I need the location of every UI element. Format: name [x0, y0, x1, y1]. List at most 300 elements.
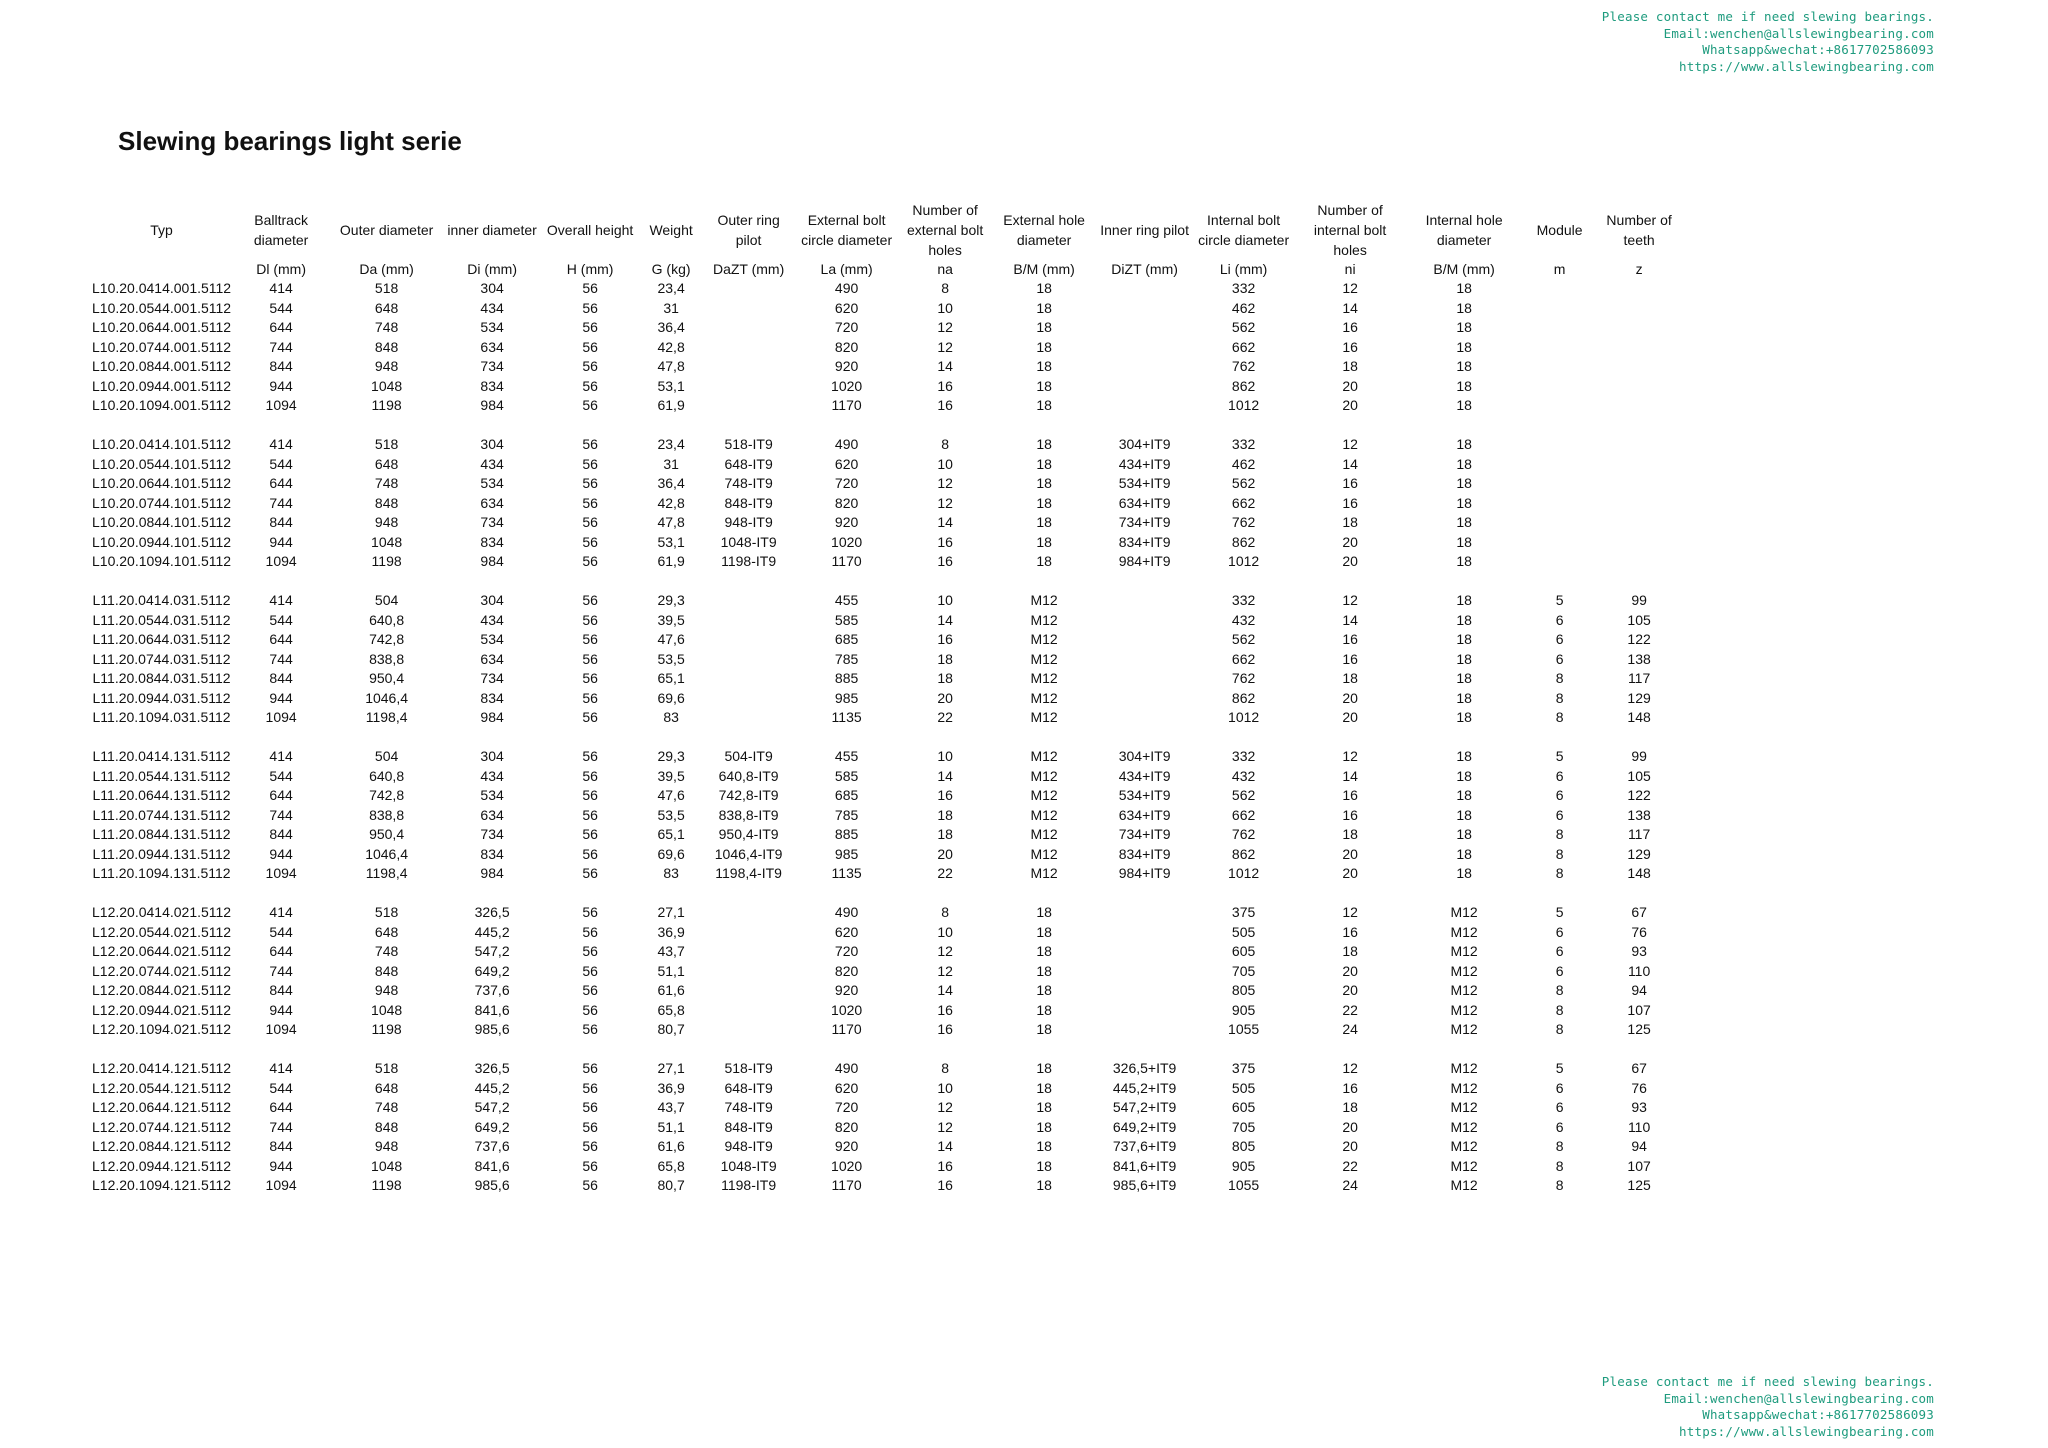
table-cell: 65,8 — [657, 1157, 685, 1174]
type-cell: L11.20.0844.131.5112 — [92, 826, 231, 842]
table-cell: 29,3 — [657, 592, 685, 608]
table-row — [92, 942, 1683, 962]
table-cell: 744 — [269, 650, 293, 667]
table-cell: 985 — [834, 689, 859, 706]
table-cell: 1170 — [831, 1177, 862, 1193]
bearings-table — [92, 200, 1683, 1196]
table-cell — [1595, 299, 1683, 319]
table-cell: 1135 — [831, 865, 862, 881]
table-cell: 547,2 — [474, 943, 510, 959]
table-cell: 434 — [480, 611, 504, 628]
table-cell: 742,8 — [369, 787, 405, 803]
table-cell: 6 — [1555, 923, 1564, 940]
table-cell: 505 — [1231, 1079, 1256, 1096]
table-cell: 762 — [1231, 670, 1256, 686]
table-cell: 734+IT9 — [1118, 514, 1171, 530]
table-cell: 122 — [1627, 787, 1651, 803]
table-cell: 1094 — [265, 397, 297, 413]
table-row — [92, 513, 1683, 533]
table-cell: 562 — [1231, 631, 1256, 647]
table-cell: 110 — [1627, 962, 1651, 979]
table-cell: 1046,4 — [365, 689, 409, 706]
table-cell: 56 — [582, 845, 598, 862]
table-cell: 18 — [1036, 533, 1052, 550]
table-cell: 644 — [269, 787, 293, 803]
table-cell: 1198 — [371, 1021, 402, 1037]
table-cell: 838,8-IT9 — [718, 806, 779, 823]
table-cell: 18 — [1456, 299, 1472, 316]
table-cell: 985,6 — [474, 1177, 510, 1193]
table-cell: 20 — [1342, 1118, 1358, 1135]
table-cell: 18 — [1036, 553, 1052, 569]
table-cell: 18 — [1456, 553, 1472, 569]
table-cell: 432 — [1231, 611, 1256, 628]
table-cell: 1135 — [831, 709, 862, 725]
table-cell — [1098, 338, 1191, 358]
table-cell: 20 — [1342, 533, 1358, 550]
table-cell: 414 — [269, 1060, 293, 1076]
table-cell: 12 — [937, 962, 953, 979]
table-row — [92, 962, 1683, 982]
table-cell: 16 — [937, 533, 953, 550]
table-cell: 375 — [1231, 904, 1256, 920]
table-cell: 8 — [1555, 670, 1564, 686]
table-cell: 69,6 — [657, 845, 685, 862]
column-unit: z — [1635, 261, 1643, 277]
table-cell: 18 — [1456, 319, 1472, 335]
table-cell: 862 — [1231, 377, 1256, 394]
table-cell: 56 — [582, 280, 598, 296]
table-cell: 18 — [1036, 514, 1052, 530]
type-cell: L11.20.0744.031.5112 — [92, 650, 231, 667]
table-cell: 80,7 — [657, 1177, 685, 1193]
table-cell: 505 — [1231, 923, 1256, 940]
table-cell: 744 — [269, 962, 293, 979]
table-cell: 36,9 — [657, 1079, 685, 1096]
table-cell — [704, 377, 793, 397]
table-cell: 805 — [1231, 1138, 1256, 1154]
table-cell: 848 — [374, 494, 399, 511]
table-cell: 18 — [1456, 611, 1472, 628]
table-cell: 5 — [1555, 748, 1564, 764]
table-row — [92, 1098, 1683, 1118]
group-spacer — [92, 416, 1683, 436]
table-row — [92, 611, 1683, 631]
column-unit: G (kg) — [651, 261, 691, 277]
table-cell: 18 — [1036, 455, 1052, 472]
table-cell: M12 — [1030, 689, 1058, 706]
table-cell: 662 — [1231, 338, 1256, 355]
table-cell — [1595, 533, 1683, 553]
table-cell: 785 — [834, 650, 859, 667]
table-cell: 16 — [937, 377, 953, 394]
table-cell: 18 — [1456, 455, 1472, 472]
type-cell: L10.20.0844.101.5112 — [92, 514, 232, 530]
table-cell: 20 — [1342, 397, 1358, 413]
table-cell: 648-IT9 — [724, 1079, 773, 1096]
table-cell: 20 — [937, 689, 953, 706]
column-unit: Dl (mm) — [256, 261, 306, 277]
table-cell — [704, 689, 793, 709]
group-spacer — [92, 572, 1683, 592]
table-cell: 944 — [269, 689, 293, 706]
table-cell — [704, 318, 793, 338]
table-cell: 848-IT9 — [724, 494, 773, 511]
table-cell: 18 — [1036, 475, 1052, 491]
table-cell: 12 — [1342, 436, 1358, 452]
table-cell: 8 — [941, 904, 949, 920]
table-cell: 1012 — [1228, 865, 1260, 881]
table-cell: 18 — [1456, 670, 1472, 686]
table-cell: 414 — [269, 904, 293, 920]
column-unit: DiZT (mm) — [1111, 261, 1178, 277]
table-cell: 944 — [269, 1157, 293, 1174]
table-cell: 1094 — [265, 553, 297, 569]
table-cell: 56 — [582, 904, 598, 920]
type-cell: L12.20.0414.021.5112 — [92, 904, 232, 920]
table-cell: 6 — [1555, 962, 1564, 979]
table-cell: 56 — [582, 377, 598, 394]
table-cell: M12 — [1030, 806, 1058, 823]
column-header: External bolt circle diameter — [801, 212, 893, 248]
table-cell: 18 — [937, 650, 953, 667]
table-cell: 414 — [269, 280, 293, 296]
table-cell: M12 — [1450, 923, 1478, 940]
table-cell: 434 — [480, 767, 504, 784]
table-cell: 834+IT9 — [1118, 845, 1171, 862]
table-cell: 10 — [937, 299, 953, 316]
table-cell: 47,8 — [657, 514, 685, 530]
table-cell: 6 — [1555, 631, 1564, 647]
table-cell: 6 — [1555, 1099, 1564, 1115]
table-cell: 948 — [374, 982, 399, 998]
column-unit: B/M (mm) — [1013, 261, 1075, 277]
table-cell: 18 — [1036, 1079, 1052, 1096]
table-cell — [1098, 591, 1191, 611]
table-cell: 762 — [1231, 826, 1256, 842]
table-cell: 455 — [834, 592, 859, 608]
type-cell: L12.20.0544.021.5112 — [92, 923, 232, 940]
table-cell: M12 — [1450, 1079, 1478, 1096]
table-cell: 56 — [582, 1079, 598, 1096]
table-cell — [704, 611, 793, 631]
table-cell: 18 — [1036, 1021, 1052, 1037]
table-cell: 649,2 — [474, 1118, 510, 1135]
table-cell: 748 — [374, 319, 399, 335]
table-cell: 1012 — [1228, 709, 1260, 725]
table-cell: 18 — [1036, 494, 1052, 511]
table-cell: 12 — [1342, 592, 1358, 608]
table-cell: 138 — [1627, 806, 1651, 823]
contact-info-bottom — [1602, 1374, 1934, 1440]
table-cell — [1524, 396, 1595, 416]
table-cell: 10 — [937, 455, 953, 472]
table-cell: 504 — [374, 748, 399, 764]
type-cell: L11.20.0644.131.5112 — [92, 787, 231, 803]
table-cell: 31 — [663, 455, 679, 472]
table-cell: 18 — [1036, 319, 1052, 335]
table-cell: 1198 — [371, 397, 402, 413]
table-cell: 920 — [834, 358, 859, 374]
table-row — [92, 1176, 1683, 1196]
table-cell: M12 — [1450, 1021, 1478, 1037]
type-cell: L10.20.1094.001.5112 — [92, 397, 232, 413]
table-cell: 12 — [1342, 904, 1358, 920]
table-cell: 705 — [1231, 1118, 1256, 1135]
table-cell: 18 — [1456, 767, 1472, 784]
table-cell: 744 — [269, 806, 293, 823]
table-cell: 985,6+IT9 — [1112, 1177, 1177, 1193]
table-cell: 820 — [834, 338, 859, 355]
table-row — [92, 552, 1683, 572]
table-cell: 23,4 — [657, 280, 685, 296]
table-cell: 544 — [269, 299, 293, 316]
table-cell: 14 — [1342, 611, 1358, 628]
table-cell: 18 — [1036, 1177, 1052, 1193]
table-cell: 18 — [1342, 358, 1358, 374]
table-row — [92, 1020, 1683, 1040]
table-cell — [1524, 377, 1595, 397]
table-cell — [704, 396, 793, 416]
table-cell: 93 — [1631, 943, 1647, 959]
table-cell: 18 — [1036, 943, 1052, 959]
column-header: External hole diameter — [1003, 212, 1085, 248]
units-row — [92, 260, 1683, 279]
table-cell: M12 — [1030, 611, 1058, 628]
table-cell: 138 — [1627, 650, 1651, 667]
table-cell: 844 — [269, 670, 293, 686]
table-cell: M12 — [1450, 1177, 1478, 1193]
table-cell — [1098, 611, 1191, 631]
table-cell: 820 — [834, 494, 859, 511]
table-cell — [1595, 357, 1683, 377]
column-unit: ni — [1344, 261, 1356, 277]
table-cell: 844 — [269, 826, 293, 842]
table-cell: M12 — [1450, 1060, 1478, 1076]
table-cell — [1098, 981, 1191, 1001]
table-cell — [1595, 318, 1683, 338]
table-cell: 648 — [374, 299, 399, 316]
table-cell: 16 — [1342, 475, 1358, 491]
table-cell: 984 — [480, 553, 504, 569]
table-cell: 39,5 — [657, 767, 685, 784]
table-cell: 24 — [1342, 1021, 1358, 1037]
table-row — [92, 650, 1683, 670]
table-cell: 56 — [582, 943, 598, 959]
table-cell: 1198 — [371, 1177, 402, 1193]
table-cell: 648 — [374, 923, 399, 940]
table-cell: 848-IT9 — [724, 1118, 773, 1135]
table-cell: 56 — [582, 962, 598, 979]
table-cell: 518 — [374, 904, 399, 920]
table-cell: 518 — [374, 1060, 399, 1076]
table-cell — [1098, 923, 1191, 943]
type-cell: L11.20.0844.031.5112 — [92, 670, 231, 686]
table-cell: 644 — [269, 475, 293, 491]
table-cell: 720 — [834, 475, 859, 491]
table-cell: M12 — [1030, 865, 1058, 881]
column-header: Module — [1536, 222, 1583, 238]
contact-phone: Whatsapp&wechat:+8617702586093 — [1702, 42, 1934, 57]
table-cell: 462 — [1231, 299, 1256, 316]
table-cell: 6 — [1555, 1079, 1564, 1096]
table-cell: 18 — [1036, 904, 1052, 920]
table-cell: 12 — [937, 943, 953, 959]
contact-email: Email:wenchen@allslewingbearing.com — [1663, 1390, 1934, 1406]
table-cell: 838,8 — [369, 650, 405, 667]
table-cell: 18 — [1036, 1157, 1052, 1174]
table-row — [92, 689, 1683, 709]
table-cell: M12 — [1450, 1118, 1478, 1135]
table-row — [92, 279, 1683, 299]
table-cell — [1524, 299, 1595, 319]
table-cell: 518-IT9 — [724, 436, 773, 452]
table-cell: 544 — [269, 767, 293, 784]
table-cell: 18 — [1036, 1001, 1052, 1018]
table-cell: 950,4-IT9 — [718, 826, 779, 842]
type-cell: L11.20.0544.031.5112 — [92, 611, 231, 628]
table-cell: 18 — [1456, 280, 1472, 296]
type-cell: L11.20.0944.031.5112 — [92, 689, 231, 706]
type-cell: L12.20.0744.021.5112 — [92, 962, 232, 979]
table-cell: 47,6 — [657, 787, 685, 803]
spacer-cell — [92, 572, 1683, 592]
table-cell: M12 — [1030, 767, 1058, 784]
spacer-cell — [92, 728, 1683, 748]
table-cell: 534 — [480, 631, 504, 647]
table-cell: 662 — [1231, 650, 1256, 667]
table-cell — [704, 299, 793, 319]
table-cell: 662 — [1231, 806, 1256, 823]
column-unit: B/M (mm) — [1433, 261, 1495, 277]
table-cell: 20 — [1342, 377, 1358, 394]
table-cell: 1198,4 — [365, 709, 408, 725]
table-cell: 16 — [1342, 787, 1358, 803]
table-cell: 841,6 — [474, 1001, 510, 1018]
table-cell: 944 — [269, 1001, 293, 1018]
table-cell: 304 — [480, 592, 504, 608]
table-cell: 841,6 — [474, 1157, 510, 1174]
table-cell: 504 — [374, 592, 399, 608]
table-row — [92, 923, 1683, 943]
table-cell: 634 — [480, 338, 504, 355]
table-cell: 685 — [834, 631, 859, 647]
table-cell — [1524, 552, 1595, 572]
type-cell: L12.20.0844.121.5112 — [92, 1138, 232, 1154]
table-cell — [1098, 396, 1191, 416]
table-cell: 649,2 — [474, 962, 510, 979]
table-cell: 67 — [1631, 1060, 1647, 1076]
table-cell — [1098, 708, 1191, 728]
table-cell: 490 — [834, 1060, 859, 1076]
table-cell: 39,5 — [657, 611, 685, 628]
table-cell: 834 — [480, 533, 504, 550]
table-cell: 705 — [1231, 962, 1256, 979]
table-cell: 648 — [374, 1079, 399, 1096]
table-cell: 47,6 — [657, 631, 685, 647]
table-cell: 634 — [480, 650, 504, 667]
table-cell: 56 — [582, 767, 598, 784]
table-cell: 18 — [1456, 826, 1472, 842]
table-cell: 12 — [937, 1099, 953, 1115]
table-cell: 22 — [1342, 1157, 1358, 1174]
table-cell: 148 — [1627, 709, 1651, 725]
table-cell: 734 — [480, 358, 504, 374]
table-cell — [1595, 494, 1683, 514]
table-cell: 56 — [582, 650, 598, 667]
table-cell: 862 — [1231, 689, 1256, 706]
table-cell: M12 — [1030, 787, 1058, 803]
table-row — [92, 396, 1683, 416]
table-cell: 414 — [269, 748, 293, 764]
table-cell: 762 — [1231, 358, 1256, 374]
table-cell: 56 — [582, 397, 598, 413]
table-cell: 734+IT9 — [1118, 826, 1171, 842]
table-cell: 99 — [1631, 748, 1647, 764]
column-header: Number of internal bolt holes — [1313, 202, 1387, 258]
table-cell — [1098, 279, 1191, 299]
table-cell: M12 — [1030, 826, 1058, 842]
table-cell: 1020 — [831, 533, 863, 550]
table-cell: 8 — [1555, 1021, 1564, 1037]
table-cell: 18 — [1456, 592, 1472, 608]
type-cell: L12.20.1094.021.5112 — [92, 1021, 232, 1037]
table-cell — [1595, 396, 1683, 416]
table-cell: 12 — [1342, 1060, 1358, 1076]
type-cell: L11.20.0544.131.5112 — [92, 767, 231, 784]
table-row — [92, 1137, 1683, 1157]
table-cell: 53,1 — [657, 533, 685, 550]
table-cell: 644 — [269, 943, 293, 959]
table-cell — [1524, 338, 1595, 358]
table-row — [92, 981, 1683, 1001]
table-cell: 848 — [374, 338, 399, 355]
table-cell: 18 — [1036, 280, 1052, 296]
column-unit: m — [1553, 261, 1566, 277]
table-cell: 985 — [834, 845, 859, 862]
table-cell: 1020 — [831, 1157, 863, 1174]
table-cell: 6 — [1555, 611, 1564, 628]
table-cell: 304+IT9 — [1118, 748, 1171, 764]
table-cell: 56 — [582, 689, 598, 706]
table-cell — [704, 650, 793, 670]
table-cell: 6 — [1555, 806, 1564, 823]
table-cell: 18 — [1342, 1099, 1358, 1115]
table-cell: 1198,4 — [365, 865, 408, 881]
table-cell — [704, 962, 793, 982]
type-cell: L12.20.0944.021.5112 — [92, 1001, 232, 1018]
table-cell: 375 — [1231, 1060, 1256, 1076]
table-cell: 56 — [582, 338, 598, 355]
table-row — [92, 1157, 1683, 1177]
table-cell: 748 — [374, 475, 399, 491]
table-cell: 107 — [1627, 1157, 1651, 1174]
table-cell — [1595, 279, 1683, 299]
table-cell: 56 — [582, 1001, 598, 1018]
table-cell: 18 — [1456, 748, 1472, 764]
table-cell: 8 — [1555, 1138, 1564, 1154]
table-cell: 10 — [937, 748, 953, 764]
table-row — [92, 533, 1683, 553]
table-cell: 518-IT9 — [724, 1060, 773, 1076]
table-cell: 18 — [1456, 709, 1472, 725]
table-cell: 23,4 — [657, 436, 685, 452]
table-cell: 838,8 — [369, 806, 405, 823]
table-cell: 12 — [937, 319, 953, 335]
table-cell: 18 — [1342, 514, 1358, 530]
table-cell: 984 — [480, 397, 504, 413]
table-cell: 16 — [1342, 494, 1358, 511]
